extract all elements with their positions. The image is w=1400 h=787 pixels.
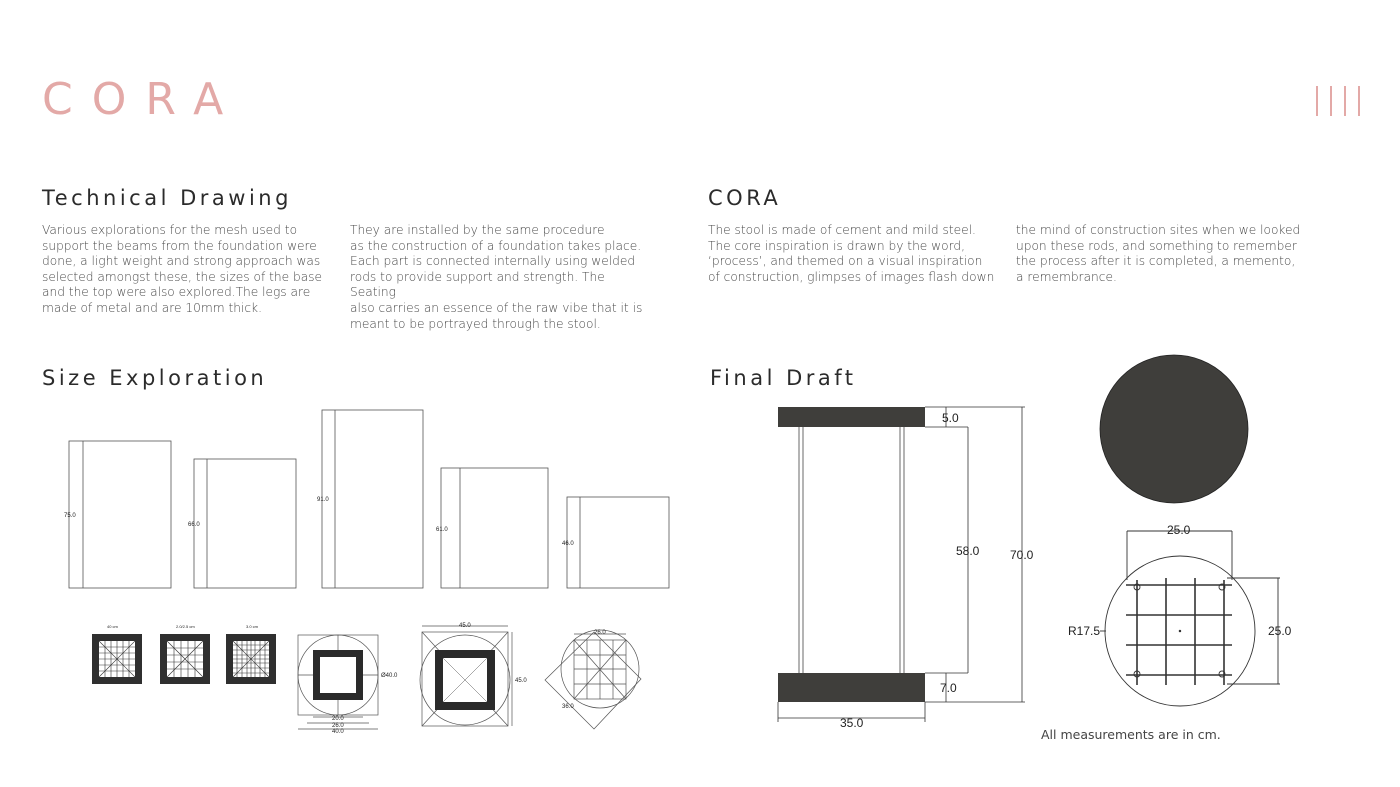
dimension-label: 36.0 (562, 704, 574, 710)
dimension-label: R17.5 (1068, 624, 1101, 638)
text-line: also carries an essence of the raw vibe that it is (350, 300, 643, 315)
mesh-option-2 (160, 634, 210, 684)
technical-paragraph-1 (42, 223, 332, 317)
text-line: selected amongst these, the sizes of the base (42, 269, 323, 284)
final-draft-drawings (760, 340, 1360, 760)
text-line: a remembrance. (1016, 269, 1117, 284)
cora-paragraph-2 (1016, 223, 1316, 285)
circle-plan (298, 635, 378, 729)
seat-top-view (1100, 355, 1248, 503)
final-draft-heading: Final Draft (710, 366, 857, 390)
elevation-1 (69, 441, 171, 588)
brand-title: CORA (42, 74, 243, 125)
dimension-label: 25.0 (1268, 624, 1292, 638)
text-line: the mind of construction sites when we looked (1016, 223, 1301, 237)
text-line: and the top were also explored.The legs are (42, 285, 311, 300)
text-line: support the beams from the foundation were (42, 238, 317, 253)
dimension-label: 5.0 (942, 411, 959, 425)
elevation-2 (194, 459, 296, 588)
text-line: The stool is made of cement and mild steel. (708, 223, 976, 237)
final-elevation (778, 407, 1025, 722)
cora-heading: CORA (708, 186, 782, 210)
text-line: meant to be portrayed through the stool. (350, 316, 601, 331)
page-indicator (1316, 86, 1360, 116)
dimension-label: 45.0 (459, 623, 471, 629)
square-plan (420, 626, 512, 726)
page-bar (1330, 86, 1332, 116)
dimension-label: Ø40.0 (381, 673, 398, 679)
elevation-5 (567, 497, 669, 588)
technical-paragraph-2 (350, 223, 650, 332)
text-line: upon these rods, and something to remember (1016, 238, 1297, 253)
text-line: made of metal and are 10mm thick. (42, 300, 262, 315)
mesh-label: 3.0 cm (246, 624, 259, 629)
dimension-label: 20.0 (332, 716, 344, 722)
text-line: Each part is connected internally using welded (350, 254, 636, 269)
measurement-note: All measurements are in cm. (1041, 727, 1221, 742)
elevation-label: 75.0 (64, 513, 76, 519)
text-line: the process after it is completed, a memento, (1016, 254, 1296, 269)
text-line: of construction, glimpses of images flash down (708, 269, 995, 284)
dimension-label: 26.0 (594, 630, 606, 636)
technical-drawing-heading: Technical Drawing (42, 186, 292, 210)
elevation-label: 66.0 (188, 522, 200, 528)
page-bar (1316, 86, 1318, 116)
dimension-label: 7.0 (940, 681, 957, 695)
elevation-3 (322, 410, 423, 588)
text-line: ‘process’, and themed on a visual inspiration (708, 254, 983, 269)
elevation-label: 61.0 (436, 527, 448, 533)
mesh-option-3 (226, 634, 276, 684)
final-plan (1100, 531, 1280, 706)
dimension-label: 70.0 (1010, 548, 1034, 562)
mesh-label: 2.0/2.5 cm (176, 624, 195, 629)
rotated-plan (545, 630, 641, 729)
text-line: They are installed by the same procedure (350, 223, 605, 237)
text-line: The core inspiration is drawn by the word, (708, 238, 966, 253)
mesh-option-1 (92, 634, 142, 684)
elevation-label: 46.0 (562, 541, 574, 547)
mesh-label: 40 cm (107, 624, 118, 629)
elevation-label: 91.0 (317, 497, 329, 503)
dimension-label: 26.0 (332, 723, 344, 729)
text-line: done, a light weight and strong approach was (42, 254, 321, 269)
size-exploration-drawings (0, 400, 700, 740)
text-line: Various explorations for the mesh used to (42, 223, 298, 237)
text-line: as the construction of a foundation takes place. (350, 238, 642, 253)
cora-paragraph-1 (708, 223, 1003, 285)
elevation-4 (441, 468, 548, 588)
size-exploration-heading: Size Exploration (42, 366, 268, 390)
page-bar (1344, 86, 1346, 116)
dimension-label: 40.0 (332, 729, 344, 735)
dimension-label: 58.0 (956, 544, 980, 558)
dimension-label: 25.0 (1167, 523, 1191, 537)
dimension-label: 35.0 (840, 716, 864, 730)
text-line: rods to provide support and strength. The Seating (350, 269, 605, 300)
page-bar (1358, 86, 1360, 116)
dimension-label: 45.0 (515, 678, 527, 684)
